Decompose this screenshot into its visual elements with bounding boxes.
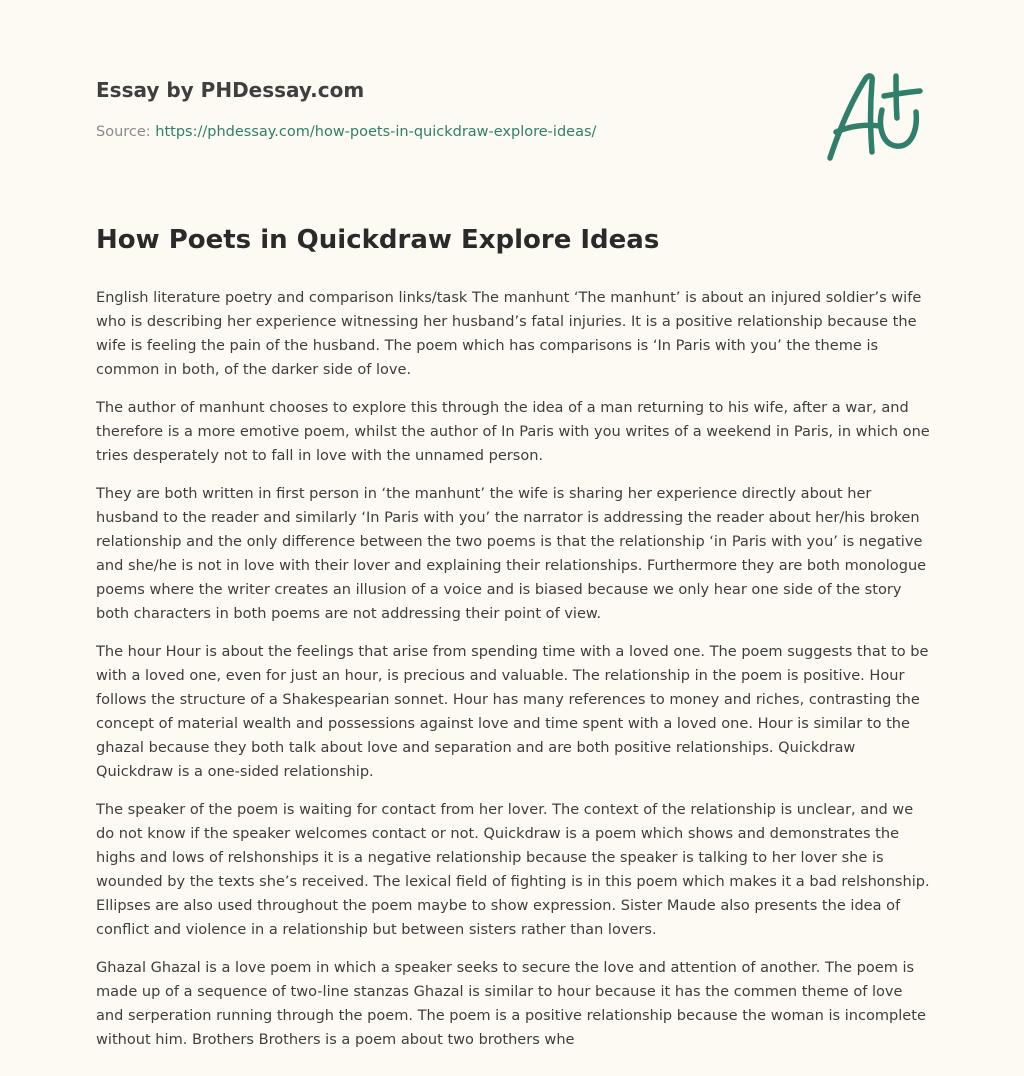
site-brand: Essay by PHDessay.com (96, 78, 365, 102)
source-label: Source: (96, 124, 156, 140)
essay-body (96, 286, 930, 1066)
essay-paragraph: The hour Hour is about the feelings that arise from spending time with a loved one. The poem suggests that to be with a loved one, even for just an hour, is precious and valuable. The relationship in the poem is positive. Hour follows the structure of a Shakespearian sonnet. Hour has many references to money and riches, contrasting the concept of material wealth and possessions against love and time spent with a loved one. Hour is similar to the ghazal because they both talk about love and separation and are both positive relationships. Quickdraw Quickdraw is a one-sided relationship. (96, 643, 929, 780)
essay-paragraph: English literature poetry and comparison links/task The manhunt ‘The manhunt’ is about an injured soldier’s wife who is describing her experience witnessing her husband’s fatal injuries. It is a positive relationship because the wife is feeling the pain of the husband. The poem which has comparisons is ‘In Paris with you’ the theme is common in both, of the darker side of love. (96, 289, 922, 378)
source-link[interactable]: https://phdessay.com/how-poets-in-quickdraw-explore-ideas/ (155, 124, 597, 140)
essay-paragraph: Ghazal Ghazal is a love poem in which a speaker seeks to secure the love and attention of another. The poem is made up of a sequence of two-line stanzas Ghazal is similar to hour because it has the commen theme of love and serperation running through the poem. The poem is a positive relationship because the woman is incomplete without him. Brothers Brothers is a poem about two brothers whe (96, 959, 926, 1048)
essay-paragraph: The speaker of the poem is waiting for contact from her lover. The context of the relationship is unclear, and we do not know if the speaker welcomes contact or not. Quickdraw is a poem which shows and demonstrates the highs and lows of relshonships it is a negative relationship because the speaker is talking to her lover she is wounded by the texts she’s received. The lexical field of fighting is in this poem which makes it a bad relshonship. Ellipses are also used throughout the poem maybe to show expression. Sister Maude also presents the idea of conflict and violence in a relationship but between sisters rather than lovers. (96, 801, 930, 938)
essay-paragraph: They are both written in first person in ‘the manhunt’ the wife is sharing her experience directly about her husband to the reader and similarly ‘In Paris with you’ the narrator is addressing the reader about her/his broken relationship and the only difference between the two poems is that the relationship ‘in Paris with you’ is negative and she/he is not in love with their lover and explaining their relationships. Furthermore they are both monologue poems where the writer creates an illusion of a voice and is biased because we only hear one side of the story both characters in both poems are not addressing their point of view. (96, 485, 927, 622)
essay-title: How Poets in Quickdraw Explore Ideas (96, 225, 660, 255)
source-line (96, 124, 596, 140)
a-plus-logo-icon (826, 66, 926, 166)
essay-paragraph: The author of manhunt chooses to explore this through the idea of a man returning to his wife, after a war, and therefore is a more emotive poem, whilst the author of In Paris with you writes of a weekend in Paris, in which one tries desperately not to fall in love with the unnamed person. (96, 399, 930, 464)
